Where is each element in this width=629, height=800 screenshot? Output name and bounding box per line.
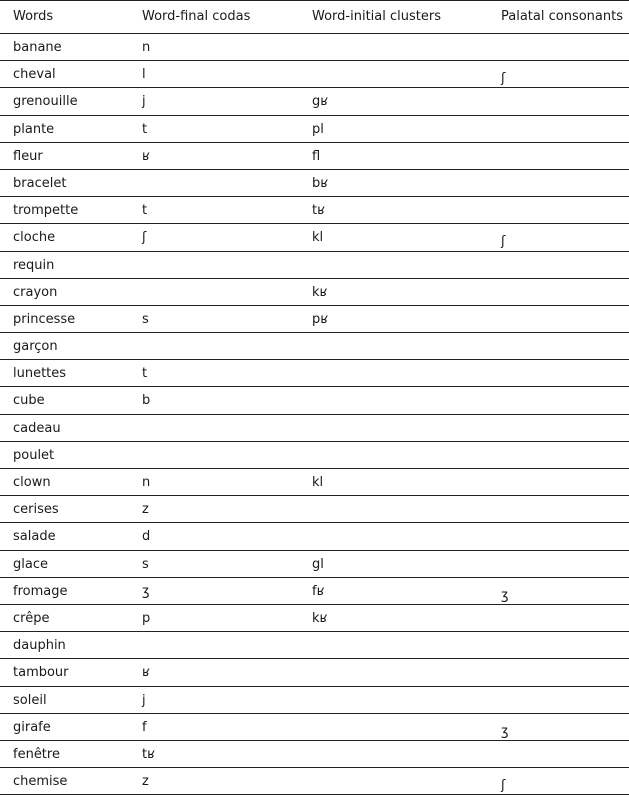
cell-word-initial-cluster: kʁ [312,284,328,300]
cell-word: banane [13,40,62,55]
cell-word-initial-cluster: kl [312,230,324,246]
cell-word-final-coda: t [142,366,148,382]
cell-word-final-coda: ʁ [142,665,150,681]
cell-word-final-coda: n [142,475,151,490]
table-row [0,306,629,333]
cell-word: garçon [13,339,58,355]
cell-word-initial-cluster: kl [312,475,324,490]
cell-palatal-consonant: ʃ [501,71,506,87]
cell-word-initial-cluster: pl [312,121,324,137]
cell-word-initial-cluster: kʁ [312,610,328,626]
cell-word: cloche [13,230,56,246]
table-row [0,224,629,251]
cell-palatal-consonant: ʒ [501,587,509,603]
cell-word-final-coda: n [142,40,151,55]
cell-word-initial-cluster: gʁ [312,94,329,110]
table-row [0,714,629,741]
cell-word-final-coda: b [142,393,151,409]
table-row [0,252,629,279]
cell-word: fenêtre [13,746,60,762]
table-row [0,768,629,795]
cell-word: cerises [13,502,59,518]
cell-word-initial-cluster: pʁ [312,311,329,327]
cell-word-final-coda: z [142,502,149,518]
cell-palatal-consonant: ʒ [501,723,509,739]
table-row [0,360,629,387]
table-row [0,578,629,605]
cell-word: crayon [13,284,58,300]
cell-word: grenouille [13,94,78,110]
cell-word: fromage [13,583,68,599]
cell-word-final-coda: t [142,203,148,219]
cell-word: soleil [13,692,47,708]
cell-word-final-coda: z [142,774,149,790]
header-word-initial-clusters: Word-initial clusters [312,9,441,24]
table-row [0,496,629,523]
cell-word-final-coda: ʁ [142,148,150,164]
cell-word: lunettes [13,366,67,382]
table-row [0,61,629,88]
cell-word: crêpe [13,610,50,626]
cell-word: clown [13,475,51,490]
table-row [0,469,629,496]
table-row [0,632,629,659]
cell-word-final-coda: f [142,719,147,735]
table-row [0,279,629,306]
cell-word-final-coda: j [142,94,146,110]
cell-word: requin [13,257,55,273]
cell-word-initial-cluster: bʁ [312,175,329,191]
cell-word: girafe [13,719,51,735]
cell-word: fleur [13,148,43,164]
table-row [0,415,629,442]
cell-word-final-coda: s [142,311,149,327]
table-row [0,143,629,170]
cell-word: cube [13,393,45,409]
table-row [0,741,629,768]
cell-word-final-coda: l [142,67,146,83]
table-body [0,34,629,795]
table-row [0,659,629,686]
header-words: Words [13,9,54,24]
table-row [0,333,629,360]
table-row [0,116,629,143]
cell-word: cheval [13,67,56,83]
cell-word-final-coda: ʒ [142,583,150,599]
cell-word-final-coda: j [142,692,146,708]
table-row [0,387,629,414]
cell-word: tambour [13,665,69,681]
cell-word: trompette [13,203,79,219]
cell-word: bracelet [13,175,67,191]
cell-word-initial-cluster: tʁ [312,203,325,219]
cell-word: cadeau [13,420,61,436]
cell-word: chemise [13,774,68,790]
table-row [0,170,629,197]
cell-word-final-coda: ʃ [142,230,147,246]
table-row [0,88,629,115]
cell-word-initial-cluster: gl [312,556,324,572]
cell-word: glace [13,556,48,572]
cell-word: plante [13,121,55,137]
table-row [0,197,629,224]
table-header-row [0,0,629,34]
table-row [0,442,629,469]
cell-word: salade [13,529,56,545]
cell-word-final-coda: d [142,529,151,545]
cell-word: dauphin [13,638,66,654]
cell-word-final-coda: s [142,556,149,572]
table-row [0,34,629,61]
cell-word-initial-cluster: fʁ [312,583,325,599]
table-row [0,687,629,714]
table-row [0,551,629,578]
table-row [0,523,629,550]
header-word-final-codas: Word-final codas [142,9,251,24]
cell-word: poulet [13,447,55,463]
cell-palatal-consonant: ʃ [501,234,506,250]
cell-word-final-coda: p [142,610,151,626]
cell-palatal-consonant: ʃ [501,778,506,794]
table-row [0,605,629,632]
cell-word-initial-cluster: fl [312,148,321,164]
cell-word: princesse [13,311,76,327]
cell-word-final-coda: tʁ [142,746,155,762]
header-palatal-consonants: Palatal consonants [501,9,623,24]
cell-word-final-coda: t [142,121,148,137]
